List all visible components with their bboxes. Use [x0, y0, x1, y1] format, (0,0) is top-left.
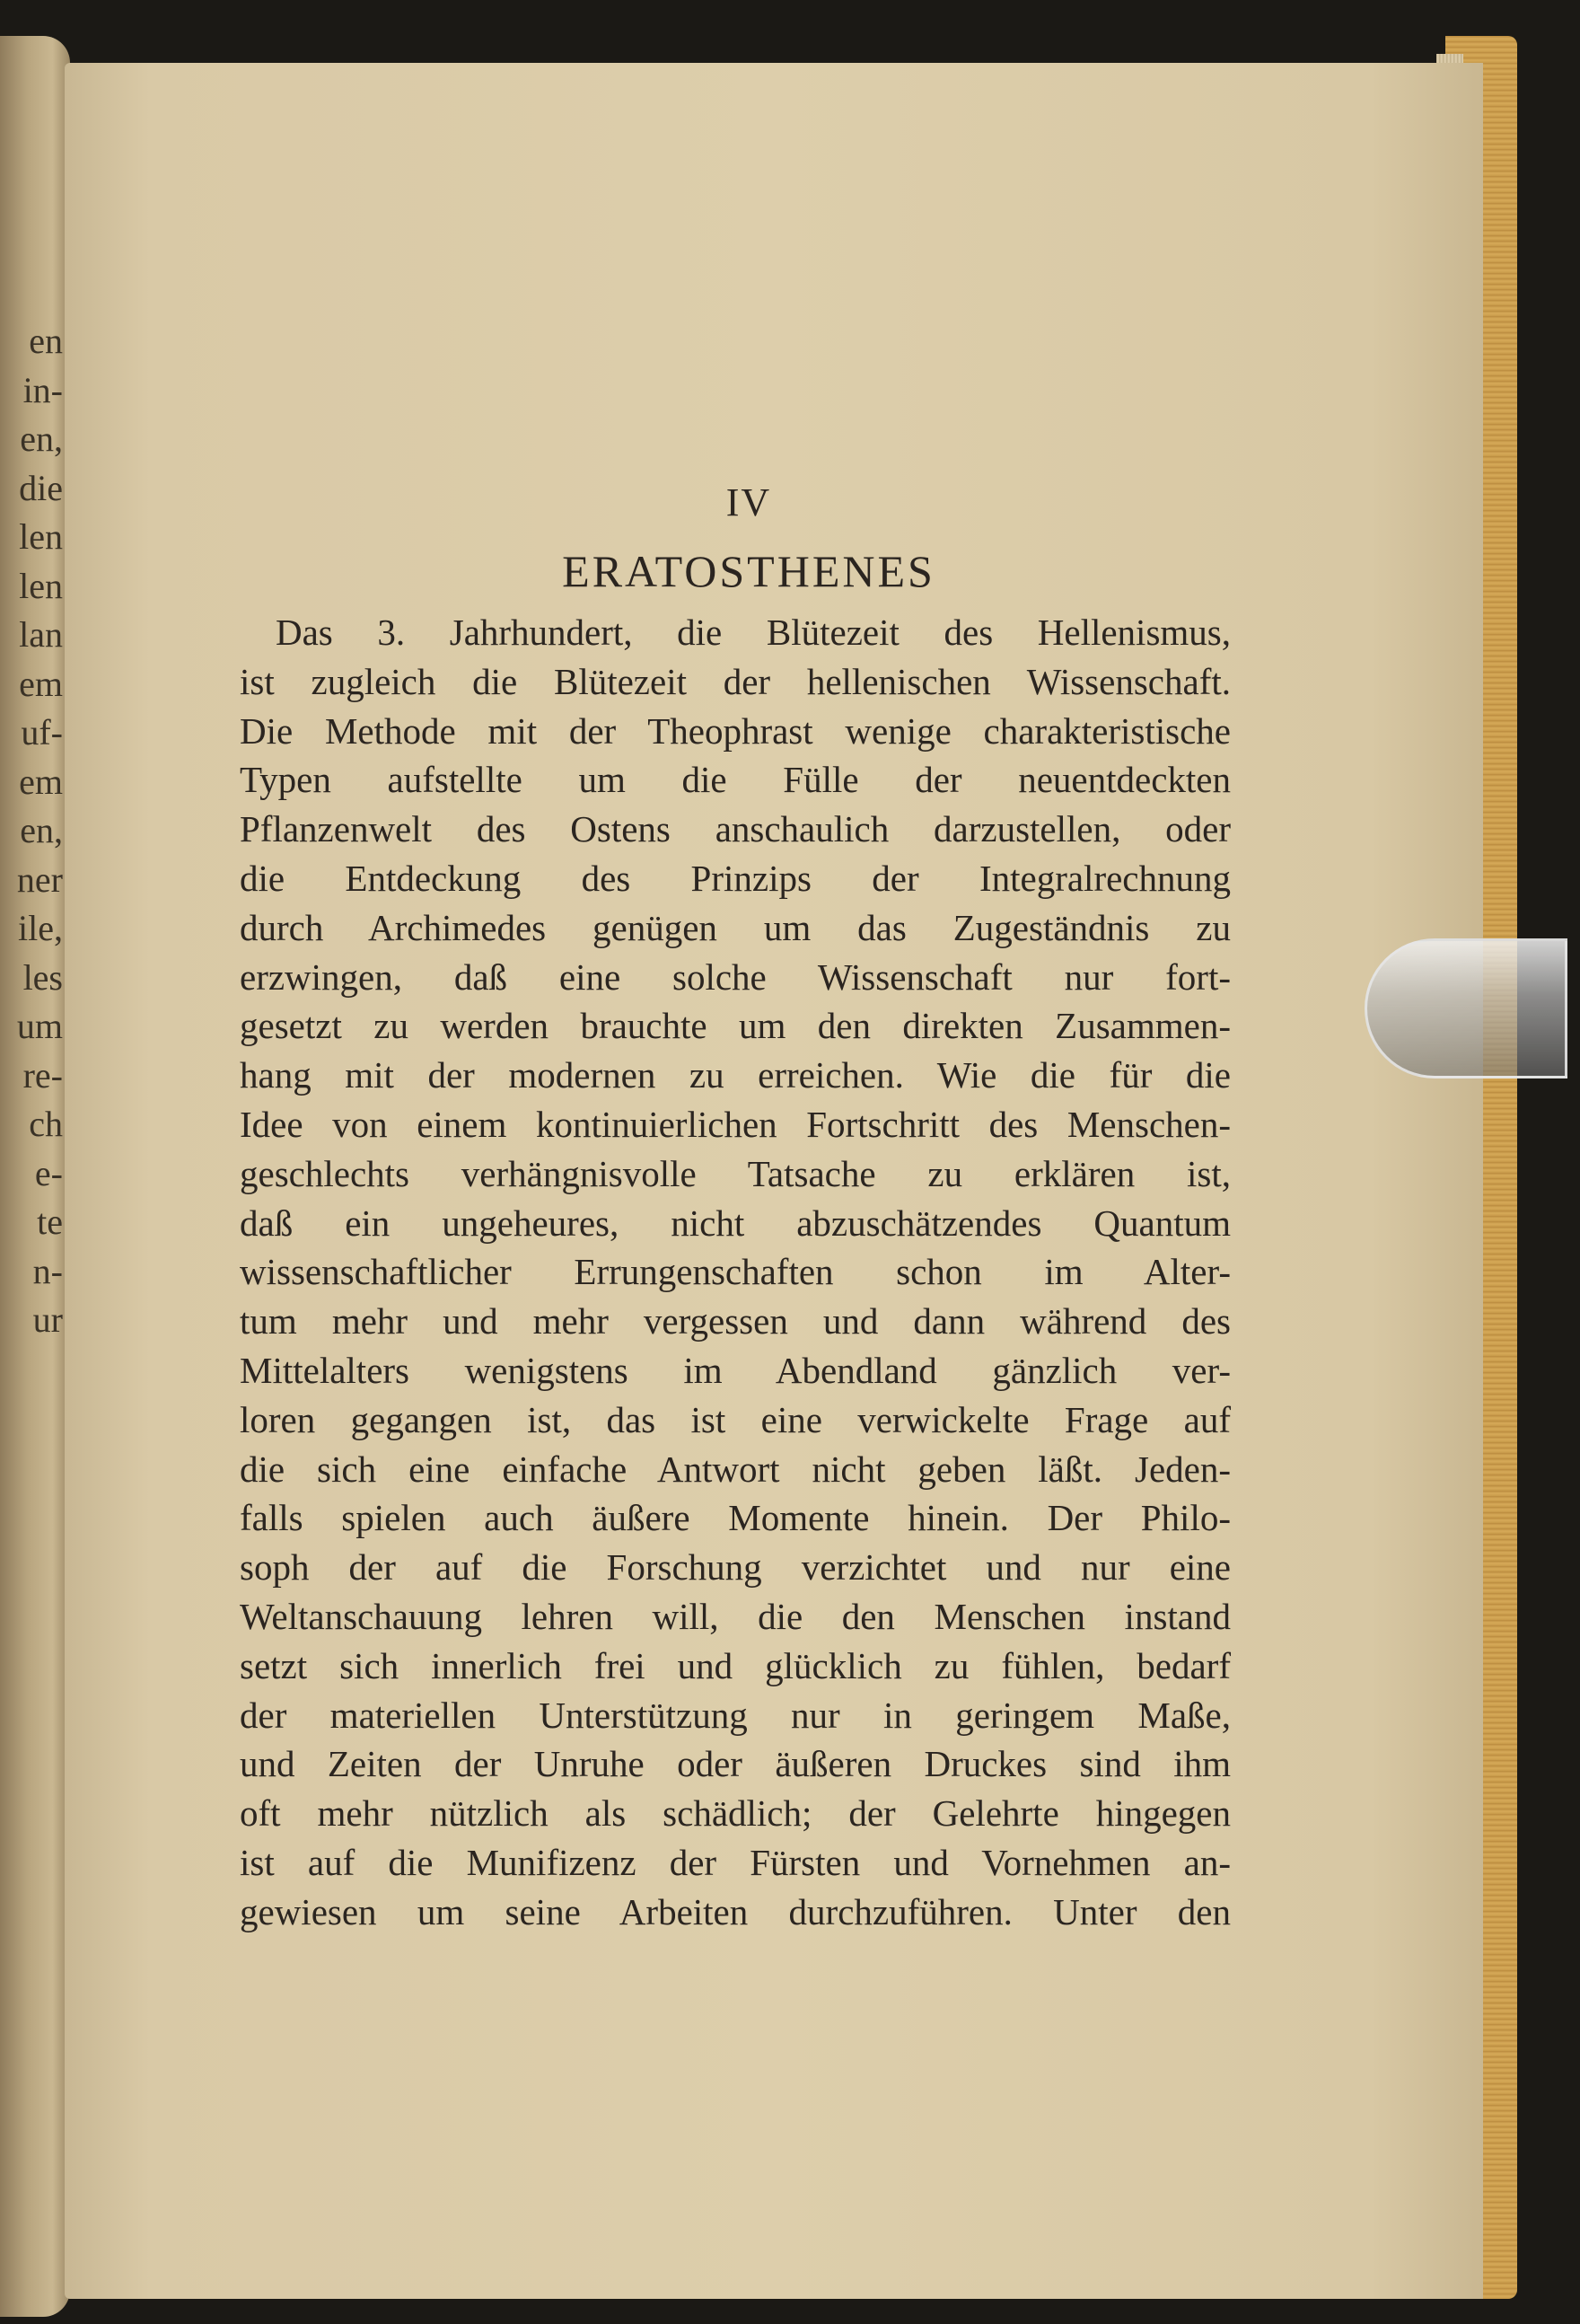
chapter-body — [240, 608, 1231, 1937]
left-page-fragment: en — [29, 323, 63, 359]
left-page-fragment: len — [19, 568, 63, 604]
left-page-fragment: en, — [20, 421, 63, 457]
left-page-fragment: ch — [29, 1106, 63, 1142]
text-line: Weltanschauung lehren will, die den Menschen instand — [240, 1595, 1231, 1637]
left-page-fragment: re- — [22, 1057, 63, 1094]
text-line: ist zugleich die Blütezeit der hellenischen Wissenschaft. — [240, 660, 1231, 702]
text-line: gesetzt zu werden brauchte um den direkten Zusammen- — [240, 1005, 1231, 1047]
page-text — [240, 471, 1231, 1937]
text-line: Idee von einem kontinuierlichen Fortschritt des Menschen- — [240, 1103, 1231, 1145]
text-line: wissenschaftlicher Errungenschaften schon im Alter- — [240, 1251, 1231, 1293]
left-page-fragment: len — [19, 519, 63, 555]
text-line: der materiellen Unterstützung nur in geringem Maße, — [240, 1694, 1231, 1736]
text-line: Die Methode mit der Theophrast wenige charakteristische — [240, 709, 1231, 752]
left-page-fragment: em — [19, 665, 63, 702]
left-page-fragment: um — [16, 1008, 63, 1044]
text-line: und Zeiten der Unruhe oder äußeren Druckes sind ihm — [240, 1743, 1231, 1785]
text-line: falls spielen auch äußere Momente hinein. Der Philo- — [240, 1497, 1231, 1539]
left-page-fragment: lan — [19, 617, 63, 653]
left-page-fragment: ner — [16, 861, 63, 898]
left-page-fragment: uf- — [21, 715, 63, 751]
left-page-fragment: n- — [32, 1253, 63, 1290]
text-line: geschlechts verhängnisvolle Tatsache zu erklären ist, — [240, 1152, 1231, 1194]
text-line: Mittelalters wenigstens im Abendland gänzlich ver- — [240, 1349, 1231, 1391]
text-line: Das 3. Jahrhundert, die Blütezeit des Hellenismus, — [276, 612, 1231, 653]
text-line: die sich eine einfache Antwort nicht geben läßt. Jeden- — [240, 1448, 1231, 1490]
chapter-title: ERATOSTHENES — [562, 546, 935, 596]
left-page-fragment: ile, — [18, 911, 63, 946]
text-line: loren gegangen ist, das ist eine verwickelte Frage auf — [240, 1398, 1231, 1440]
text-line: soph der auf die Forschung verzichtet und nur eine — [240, 1546, 1231, 1589]
previous-page-edge — [0, 36, 70, 2317]
text-line: setzt sich innerlich frei und glücklich zu fühlen, bedarf — [240, 1644, 1231, 1686]
text-line: durch Archimedes genügen um das Zugeständnis zu — [240, 906, 1231, 948]
text-line: hang mit der modernen zu erreichen. Wie die für die — [240, 1054, 1231, 1096]
text-line: die Entdeckung des Prinzips der Integralrechnung — [240, 857, 1231, 899]
text-line: tum mehr und mehr vergessen und dann während des — [240, 1300, 1231, 1342]
text-line: daß ein ungeheures, nicht abzuschätzendes Quantum — [240, 1202, 1231, 1244]
left-page-fragment: les — [22, 959, 63, 996]
text-line: ist auf die Munifizenz der Fürsten und Vornehmen an- — [240, 1841, 1231, 1883]
chapter-number: IV — [725, 480, 772, 524]
left-page-fragment: ur — [32, 1302, 63, 1338]
left-page-fragment: die — [19, 470, 63, 506]
text-line: oft mehr nützlich als schädlich; der Gelehrte hingegen — [240, 1792, 1231, 1835]
left-page-fragment: en, — [20, 813, 63, 849]
text-line: erzwingen, daß eine solche Wissenschaft nur fort- — [240, 955, 1231, 998]
text-line: Pflanzenwelt des Ostens anschaulich darzustellen, oder — [240, 808, 1231, 850]
left-page-fragment: te — [37, 1204, 63, 1240]
text-line: gewiesen um seine Arbeiten durchzuführen. Unter den — [240, 1890, 1231, 1932]
left-page-fragment: in- — [22, 372, 63, 409]
text-line: Typen aufstellte um die Fülle der neuentdeckten — [240, 759, 1231, 801]
left-page-fragment: em — [19, 763, 63, 800]
bookmark-clip — [1365, 938, 1567, 1078]
left-page-fragment: e- — [34, 1155, 63, 1192]
